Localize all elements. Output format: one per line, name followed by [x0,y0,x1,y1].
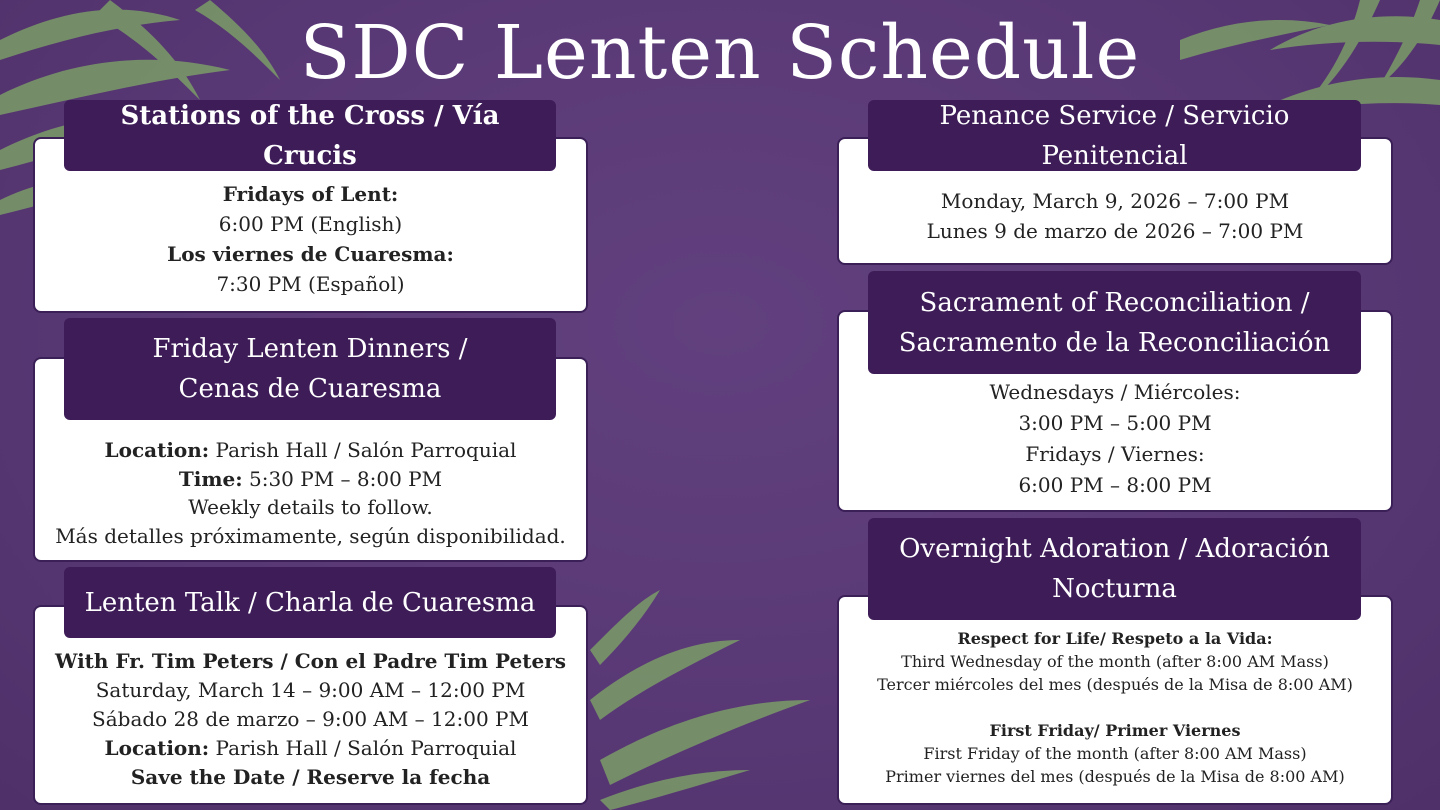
reconciliation-line1: Wednesdays / Miércoles: [989,380,1241,404]
page-title: SDC Lenten Schedule [299,10,1141,96]
reconciliation-header-line1: Sacrament of Reconciliation / [919,287,1310,318]
dinners-header-line2: Cenas de Cuaresma [178,374,442,404]
penance-body [837,186,1393,246]
dinners-body [33,436,588,550]
talk-header-text: Lenten Talk / Charla de Cuaresma [84,587,536,618]
adoration-life-line2: Tercer miércoles del mes (después de la Misa de 8:00 AM) [877,675,1353,694]
talk-header [64,567,556,638]
adoration-header-line2: Nocturna [1052,574,1177,604]
dinners-line4: Más detalles próximamente, según disponibilidad. [55,523,566,548]
adoration-friday-line2: Primer viernes del mes (después de la Misa de 8:00 AM) [885,767,1345,786]
penance-line2: Lunes 9 de marzo de 2026 – 7:00 PM [926,219,1304,243]
reconciliation-header [868,271,1361,374]
dinners-location: Location: Parish Hall / Salón Parroquial [104,438,517,462]
penance-header [868,100,1361,171]
talk-line1: With Fr. Tim Peters / Con el Padre Tim Peters [54,649,567,673]
adoration-life-line1: Third Wednesday of the month (after 8:00 AM Mass) [901,652,1329,671]
adoration-friday-line1: First Friday of the month (after 8:00 AM Mass) [923,744,1307,763]
talk-line5: Save the Date / Reserve la fecha [130,765,491,789]
reconciliation-body [837,377,1393,501]
penance-line1: Monday, March 9, 2026 – 7:00 PM [940,189,1290,213]
reconciliation-header-line2: Sacramento de la Reconciliación [898,327,1331,358]
stations-line1: Fridays of Lent: [222,182,399,206]
talk-body [33,647,588,792]
stations-body [33,179,588,299]
stations-header [64,100,556,171]
adoration-header [868,518,1361,620]
talk-location: Location: Parish Hall / Salón Parroquial [104,736,517,760]
adoration-spacer [837,696,1393,719]
dinners-line3: Weekly details to follow. [188,495,433,519]
dinners-time: Time: 5:30 PM – 8:00 PM [178,466,443,491]
penance-header-text: Penance Service / Servicio Penitencial [939,100,1290,171]
adoration-life-title: Respect for Life/ Respeto a la Vida: [957,629,1273,648]
stations-line3: Los viernes de Cuaresma: [167,242,454,266]
stations-header-text: Stations of the Cross / Vía Crucis [120,100,500,171]
reconciliation-line2: 3:00 PM – 5:00 PM [1018,411,1212,435]
dinners-header-line1: Friday Lenten Dinners / [152,334,468,364]
adoration-header-line1: Overnight Adoration / Adoración [899,534,1330,564]
talk-line3: Sábado 28 de marzo – 9:00 AM – 12:00 PM [92,707,529,731]
reconciliation-line3: Fridays / Viernes: [1025,442,1205,466]
stations-line4: 7:30 PM (Español) [216,272,405,296]
dinners-header [64,318,556,420]
adoration-body [837,627,1393,788]
talk-line2: Saturday, March 14 – 9:00 AM – 12:00 PM [95,678,526,702]
stations-line2: 6:00 PM (English) [218,212,403,236]
reconciliation-line4: 6:00 PM – 8:00 PM [1018,473,1212,497]
adoration-friday-title: First Friday/ Primer Viernes [989,721,1241,740]
